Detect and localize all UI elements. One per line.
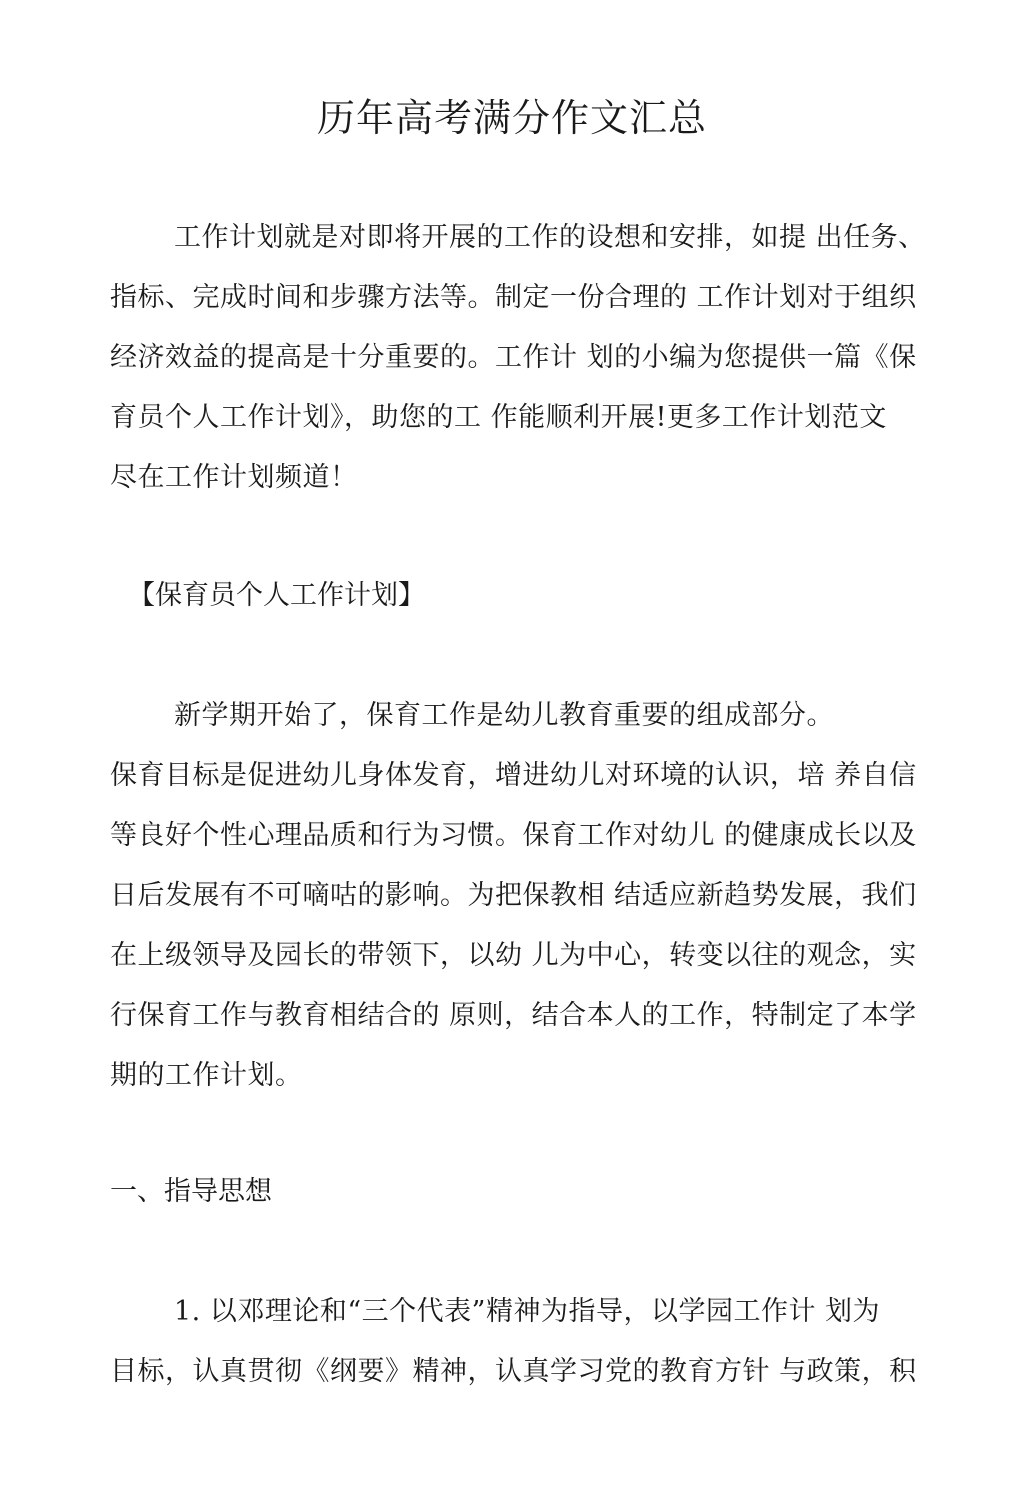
item-one-line: 目标，认真贯彻《纲要》精神，认真学习党的教育方针 与政策，积: [110, 1356, 917, 1387]
section-title: 【保育员个人工作计划】: [128, 580, 425, 611]
body-line: 新学期开始了，保育工作是幼儿教育重要的组成部分。: [174, 700, 834, 731]
body-paragraph: [110, 686, 920, 1106]
body-line: 期的工作计划。: [110, 1060, 303, 1091]
body-line: 在上级领导及园长的带领下，以幼 儿为中心，转变以往的观念，实: [110, 940, 917, 971]
item-one-paragraph: [110, 1282, 920, 1402]
body-line: 日后发展有不可嘀咕的影响。为把保教相 结适应新趋势发展，我们: [110, 880, 917, 911]
body-line: 保育目标是促进幼儿身体发育，增进幼儿对环境的认识，培 养自信: [110, 760, 917, 791]
intro-line: 尽在工作计划频道！: [110, 462, 358, 493]
heading-guiding-ideology: 一、指导思想: [110, 1176, 272, 1207]
body-line: 行保育工作与教育相结合的 原则，结合本人的工作，特制定了本学: [110, 1000, 917, 1031]
body-line: 等良好个性心理品质和行为习惯。保育工作对幼儿 的健康成长以及: [110, 820, 917, 851]
intro-line: 育员个人工作计划》，助您的工 作能顺利开展!更多工作计划范文: [110, 402, 887, 433]
document-title: 历年高考满分作文汇总: [316, 96, 707, 140]
intro-line: 工作计划就是对即将开展的工作的设想和安排，如提 出任务、: [174, 222, 926, 253]
intro-line: 指标、完成时间和步骤方法等。制定一份合理的 工作计划对于组织: [110, 282, 917, 313]
intro-paragraph: [110, 208, 926, 508]
item-one-line: 1. 以邓理论和“三个代表”精神为指导，以学园工作计 划为: [174, 1296, 881, 1327]
intro-line: 经济效益的提高是十分重要的。工作计 划的小编为您提供一篇《保: [110, 342, 917, 373]
